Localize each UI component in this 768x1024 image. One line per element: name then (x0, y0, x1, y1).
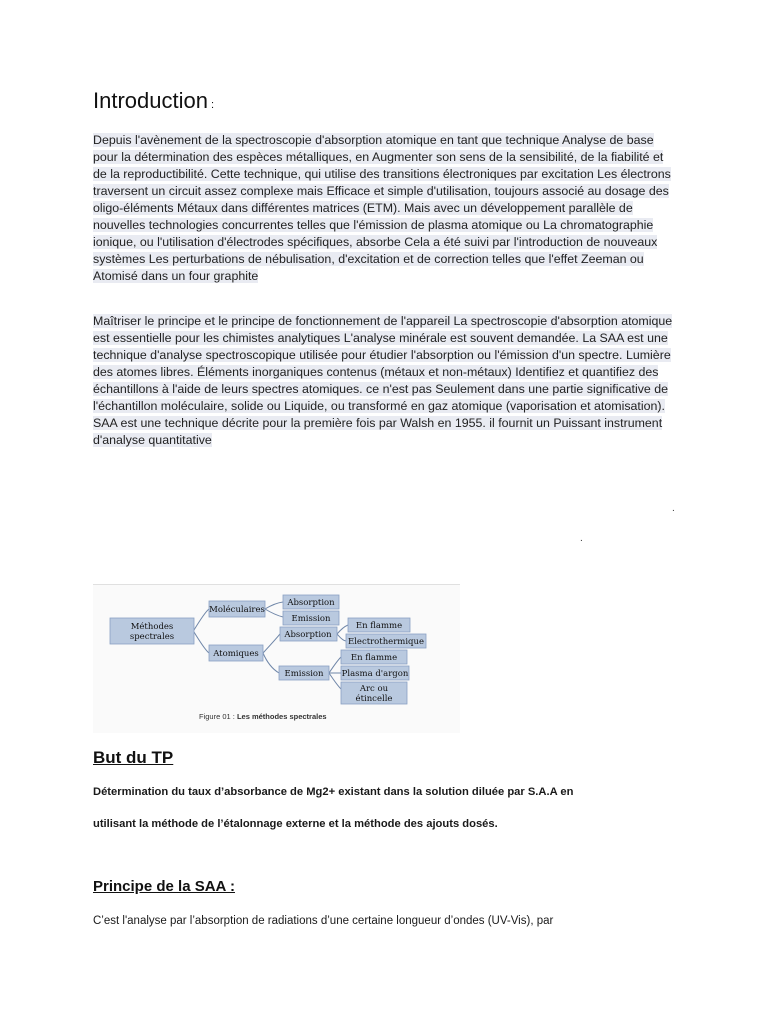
spectral-methods-diagram (93, 585, 460, 733)
edge-at-emission (263, 653, 279, 673)
node-at-absorption (280, 627, 337, 641)
node-mol-emission (283, 611, 339, 625)
introduction-paragraph-2 (93, 313, 673, 449)
node-root-line2: spectrales (129, 632, 175, 642)
edge-abs-electro (337, 634, 346, 641)
node-methodes-spectrales (110, 618, 194, 644)
paragraph-1-text: Depuis l'avènement de la spectroscopie d'absorption atomique en tant que technique Analyse de base pour la détermination des espèces métalliques, en Augmenter son sens de la sensibilité, de la fiabilité et de la reproductibilité. Cette technique, qui utilise des transitions électroniques par excitation Les électrons traversent un circuit assez complexe mais Efficace et simple d'utilisation, toujours associé au dosage des oligo-éléments Métaux dans différentes matrices (ETM). Mais avec un développement parallèle de nouvelles technologies concurrentes telles que l'émission de plasma atomique ou La chromatographie ionique, ou l'utilisation d'électrodes spécifiques, absorbe Cela a été suivi par l'introduction de nouveaux systèmes Les perturbations de nébulisation, d'excitation et de correction telles que l'effet Zeeman ou Atomisé dans un four graphite (93, 133, 671, 283)
node-root-line1: Méthodes (130, 622, 174, 632)
edge-root-moleculaires (194, 609, 209, 630)
node-en-flamme-emission (341, 650, 407, 664)
node-mol-absorption-label: Absorption (287, 598, 335, 608)
but-du-tp-heading: But du TP (93, 748, 174, 767)
node-atomiques (209, 645, 263, 661)
but-text-line-2: utilisant la méthode de l’étalonnage externe et la méthode des ajouts dosés. (93, 818, 498, 830)
principe-saa-heading: Principe de la SAA : (93, 878, 235, 895)
edge-at-absorption (263, 634, 280, 653)
node-plasma-argon (341, 666, 409, 680)
stray-dot: . (672, 503, 675, 514)
node-at-absorption-label: Absorption (284, 630, 332, 640)
edge-em-arc (329, 673, 341, 689)
stray-dot: . (580, 533, 583, 544)
node-arc-etincelle (341, 682, 407, 704)
node-mol-emission-label: Emission (291, 614, 331, 624)
edge-root-atomiques (194, 632, 209, 653)
node-arc-line2: étincelle (355, 694, 393, 704)
principe-text-line-1: C’est l'analyse par l’absorption de radiations d’une certaine longueur d’ondes (UV-Vis), par (93, 915, 554, 927)
node-moleculaires (209, 601, 265, 617)
edge-abs-flamme (337, 625, 348, 634)
introduction-colon: : (210, 99, 215, 111)
node-at-emission-label: Emission (284, 669, 324, 679)
node-electrothermique (346, 634, 426, 648)
node-at-emission (279, 666, 329, 680)
introduction-title: Introduction (93, 88, 208, 113)
node-arc-line1: Arc ou (359, 684, 389, 694)
but-text-line-1: Détermination du taux d’absorbance de Mg2+ existant dans la solution diluée par S.A.A en (93, 786, 574, 798)
figure-spectral-methods (93, 584, 460, 733)
introduction-paragraph-1 (93, 132, 673, 285)
edge-mol-absorption (265, 602, 283, 609)
node-plasma-label: Plasma d'argon (341, 669, 409, 679)
figure-caption-title: Les méthodes spectrales (236, 712, 327, 721)
edge-mol-emission (265, 609, 283, 617)
node-electrothermique-label: Electrothermique (347, 637, 425, 647)
node-en-flamme-2-label: En flamme (350, 653, 398, 663)
edge-em-flamme (329, 657, 341, 673)
figure-caption (199, 712, 327, 721)
node-moleculaires-label: Moléculaires (209, 605, 265, 615)
node-mol-absorption (283, 595, 339, 609)
paragraph-2-text: Maîtriser le principe et le principe de fonctionnement de l'appareil La spectroscopie d'absorption atomique est essentielle pour les chimistes analytiques L'analyse minérale est souvent demandée. La SAA est une technique d'analyse spectroscopique utilisée pour étudier l'absorption ou l'émission d'un spectre. Lumière des atomes libres. Éléments inorganiques contenus (métaux et non-métaux) Identifiez et quantifiez des échantillons à l'aide de leurs spectres atomiques. ce n'est pas Seulement dans une partie significative de l'échantillon moléculaire, solide ou Liquide, ou transformé en gaz atomique (vaporisation et atomisation). SAA est une technique décrite pour la première fois par Walsh en 1955. il fournit un Puissant instrument d'analyse quantitative (93, 314, 673, 447)
figure-caption-prefix: Figure 01 : (199, 712, 237, 721)
introduction-heading (93, 88, 214, 114)
node-en-flamme-absorption (348, 618, 410, 632)
node-atomiques-label: Atomiques (213, 649, 259, 659)
node-en-flamme-1-label: En flamme (355, 621, 403, 631)
